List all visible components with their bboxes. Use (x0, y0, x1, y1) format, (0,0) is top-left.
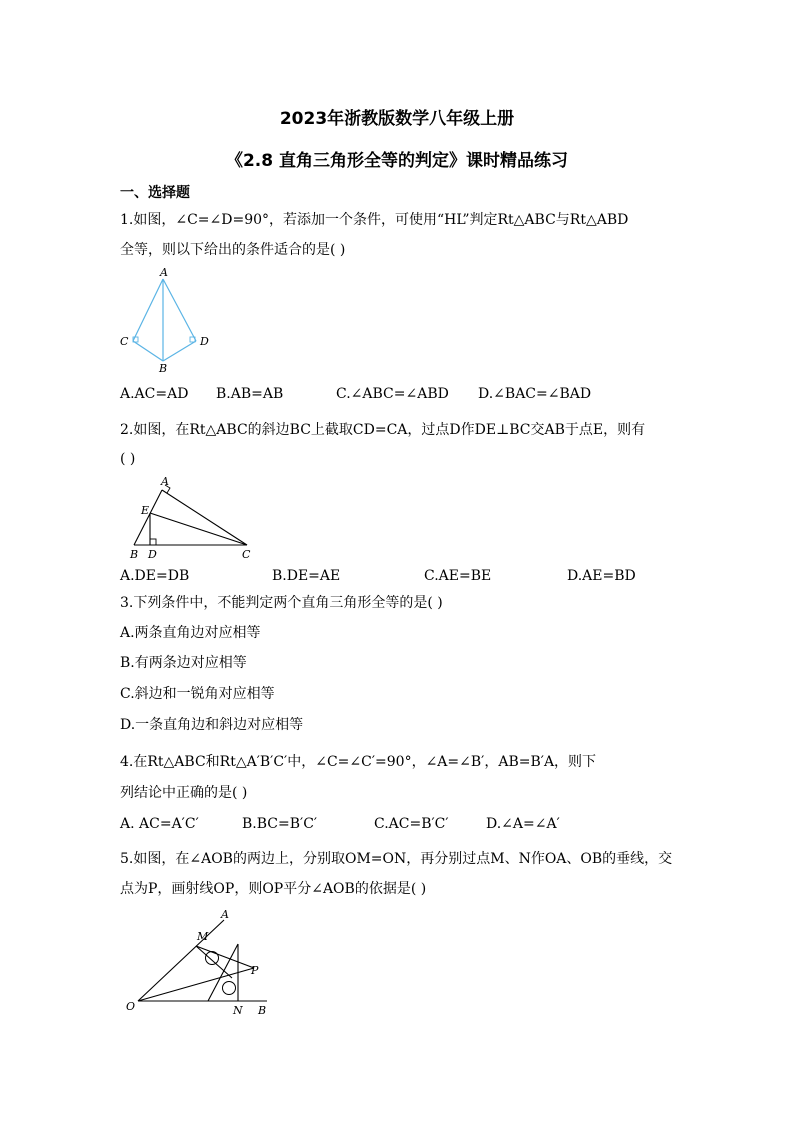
q5-label-m: M (197, 930, 209, 943)
q1-segment-cb (133, 341, 163, 361)
q5-figure (122, 906, 282, 1021)
q3-text-line1: 3.下列条件中，不能判定两个直角三角形全等的是( ) (120, 595, 443, 611)
q1-label-d: D (200, 335, 209, 348)
q4-option-c: C.AC=B′C′ (374, 816, 449, 832)
q4-option-a: A. AC=A′C′ (120, 816, 199, 832)
q2-label-a: A (161, 475, 169, 488)
q4-text-line2: 列结论中正确的是( ) (120, 785, 248, 801)
q5-text-line1: 5.如图，在∠AOB的两边上，分别取OM=ON，再分别过点M、N作OA、OB的垂线，交 (120, 851, 673, 867)
q4-option-b: B.BC=B′C′ (242, 816, 318, 832)
q2-label-c: C (242, 548, 251, 561)
q1-text-line1: 1.如图，∠C=∠D=90°，若添加一个条件，可使用“HL”判定Rt△ABC与Rt△ABD (120, 212, 629, 228)
q1-label-b: B (159, 362, 168, 375)
q4-option-d: D.∠A=∠A′ (486, 816, 560, 832)
q2-right-angle-d (150, 539, 156, 545)
q5-triangle-ruler-hole-2 (223, 982, 236, 995)
q5-text-line2: 点为P，画射线OP，则OP平分∠AOB的依据是( ) (120, 881, 427, 897)
q1-option-a: A.AC=AD (120, 386, 189, 402)
q1-option-c: C.∠ABC=∠ABD (336, 386, 449, 402)
q2-segment-ba (134, 490, 162, 545)
document-title: 2023年浙教版数学八年级上册 (279, 109, 515, 129)
q2-option-b: B.DE=AE (272, 568, 341, 584)
section-heading: 一、选择题 (120, 185, 190, 201)
q2-label-d: D (148, 548, 157, 561)
q2-label-b: B (130, 548, 139, 561)
q1-label-a: A (160, 266, 168, 279)
q2-text-line2: ( ) (120, 451, 136, 467)
q5-segment-mp (196, 946, 254, 968)
document-subtitle: 《2.8 直角三角形全等的判定》课时精品练习 (225, 151, 569, 171)
q3-option-d: D.一条直角边和斜边对应相等 (120, 717, 304, 733)
q5-label-n: N (233, 1004, 243, 1017)
q5-triangle-ruler-hole-1 (206, 952, 219, 965)
q1-segment-db (163, 341, 196, 361)
q2-option-c: C.AE=BE (424, 568, 492, 584)
q2-option-d: D.AE=BD (567, 568, 636, 584)
q5-label-b: B (258, 1004, 267, 1017)
q1-label-c: C (120, 335, 129, 348)
q2-figure (120, 470, 270, 565)
q3-option-b: B.有两条边对应相等 (120, 655, 247, 671)
q2-segment-ac (162, 490, 247, 545)
q1-segment-ad (163, 279, 196, 341)
q1-option-d: D.∠BAC=∠BAD (478, 386, 592, 402)
q5-label-p: P (251, 964, 259, 977)
q2-option-a: A.DE=DB (120, 568, 190, 584)
q4-text-line1: 4.在Rt△ABC和Rt△A′B′C′中，∠C=∠C′=90°，∠A=∠B′，AB=B′A，则下 (120, 754, 597, 770)
q3-option-c: C.斜边和一锐角对应相等 (120, 686, 275, 702)
q2-segment-ec (150, 513, 247, 545)
q5-label-o: O (126, 1000, 136, 1013)
q3-option-a: A.两条直角边对应相等 (120, 625, 261, 641)
q2-text-line1: 2.如图，在Rt△ABC的斜边BC上截取CD=CA，过点D作DE⊥BC交AB于点E，则有 (120, 422, 646, 438)
q1-figure (114, 266, 214, 376)
q5-label-a: A (221, 908, 229, 921)
q1-segment-ac (133, 279, 163, 341)
q2-label-e: E (141, 504, 150, 517)
q1-option-b: B.AB=AB (216, 386, 284, 402)
q1-text-line2: 全等，则以下给出的条件适合的是( ) (120, 242, 346, 258)
q5-segment-m-ruler (196, 946, 232, 978)
